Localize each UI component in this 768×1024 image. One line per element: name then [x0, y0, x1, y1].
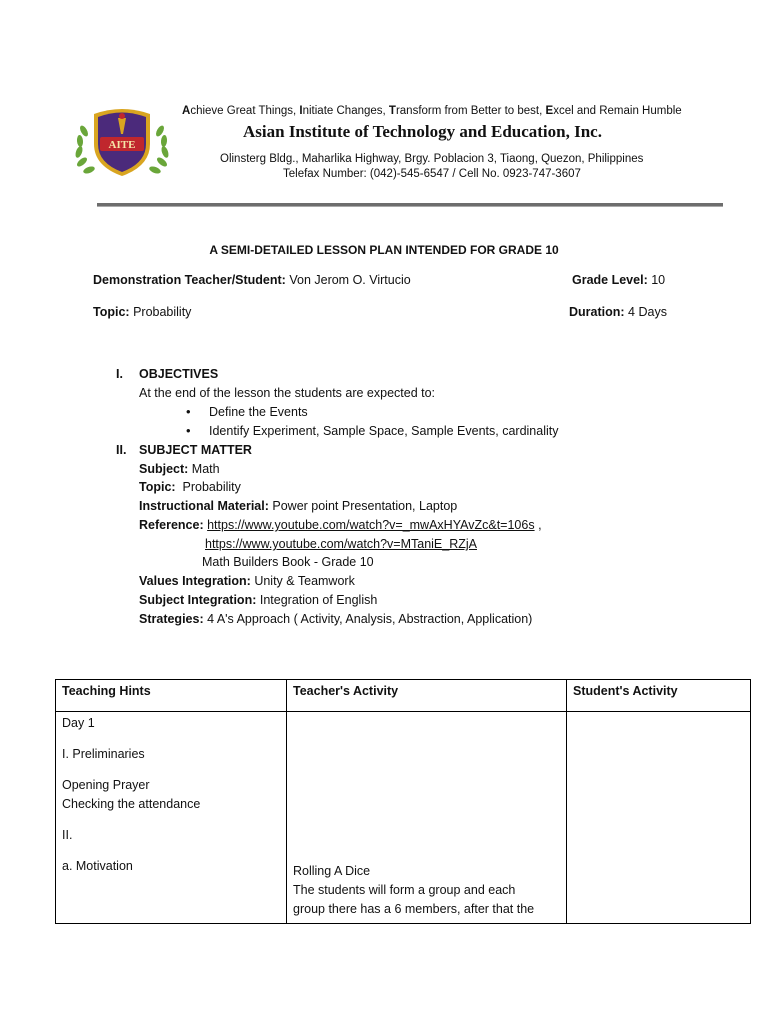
laurel-right-icon: [148, 124, 170, 175]
hint-motivation: a. Motivation: [62, 859, 133, 873]
header-divider: [97, 203, 723, 207]
sm-topic-row: Topic: Probability: [139, 480, 241, 494]
reference-book: Math Builders Book - Grade 10: [202, 555, 374, 569]
hint-part-two: II.: [62, 828, 73, 842]
teacher-row: Demonstration Teacher/Student: Von Jerom O. Virtucio: [93, 273, 411, 287]
teaching-hints-cell: [56, 712, 287, 924]
lesson-table: [55, 679, 751, 924]
values-row: Values Integration: Unity & Teamwork: [139, 574, 355, 588]
reference-link[interactable]: https://www.youtube.com/watch?v=MTaniE_RZjA: [205, 537, 477, 551]
motto: Achieve Great Things, Initiate Changes, Transform from Better to best, Excel and Remain Humble: [182, 105, 682, 117]
grade-level: Grade Level: 10: [572, 273, 666, 287]
page-title: A SEMI-DETAILED LESSON PLAN INTENDED FOR GRADE 10: [209, 243, 559, 257]
col-header-student-activity: Student's Activity: [567, 680, 751, 712]
bullet-icon: •: [186, 423, 191, 438]
col-header-teacher-activity: Teacher's Activity: [287, 680, 567, 712]
reference-row: Reference: https://www.youtube.com/watch?v=_mwAxHYAvZc&t=106s ,: [139, 518, 542, 532]
hint-attendance: Checking the attendance: [62, 797, 201, 811]
activity-line: group there has a 6 members, after that the: [293, 902, 535, 916]
col-header-teaching-hints: Teaching Hints: [56, 680, 287, 712]
activity-line: The students will form a group and each: [293, 883, 516, 897]
hint-day: Day 1: [62, 716, 95, 730]
topic-row: Topic: Probability: [93, 305, 192, 319]
objective-item: Define the Events: [209, 405, 308, 419]
hint-prayer: Opening Prayer: [62, 778, 150, 792]
subject-matter-numeral: II.: [116, 443, 127, 457]
activity-title: Rolling A Dice: [293, 864, 371, 878]
institution-address: Olinsterg Bldg., Maharlika Highway, Brgy. Poblacion 3, Tiaong, Quezon, Philippines: [220, 153, 644, 165]
table-header-row: [56, 680, 751, 712]
integration-row: Subject Integration: Integration of English: [139, 593, 378, 607]
svg-text:AITE: AITE: [108, 139, 136, 151]
student-activity-cell: [567, 712, 751, 924]
material-row: Instructional Material: Power point Presentation, Laptop: [139, 499, 458, 513]
objectives-heading: OBJECTIVES: [139, 367, 219, 381]
laurel-left-icon: [74, 124, 96, 175]
hint-preliminaries: I. Preliminaries: [62, 747, 145, 761]
objective-item: Identify Experiment, Sample Space, Sample Events, cardinality: [209, 424, 559, 438]
objectives-intro: At the end of the lesson the students are expected to:: [139, 386, 436, 400]
teacher-activity-cell: [287, 712, 567, 924]
institution-contact: Telefax Number: (042)-545-6547 / Cell No. 0923-747-3607: [283, 168, 581, 180]
table-row: [56, 712, 751, 924]
duration: Duration: 4 Days: [569, 305, 667, 319]
reference-link[interactable]: https://www.youtube.com/watch?v=_mwAxHYAvZc&t=106s: [207, 518, 535, 532]
institution-name: Asian Institute of Technology and Education, Inc.: [243, 122, 602, 141]
subject-matter-heading: SUBJECT MATTER: [139, 443, 252, 457]
strategies-row: Strategies: 4 A's Approach ( Activity, Analysis, Abstraction, Application): [139, 612, 533, 626]
bullet-icon: •: [186, 404, 191, 419]
objectives-numeral: I.: [116, 367, 123, 381]
aite-logo: [74, 104, 170, 178]
subject-row: Subject: Math: [139, 462, 220, 476]
